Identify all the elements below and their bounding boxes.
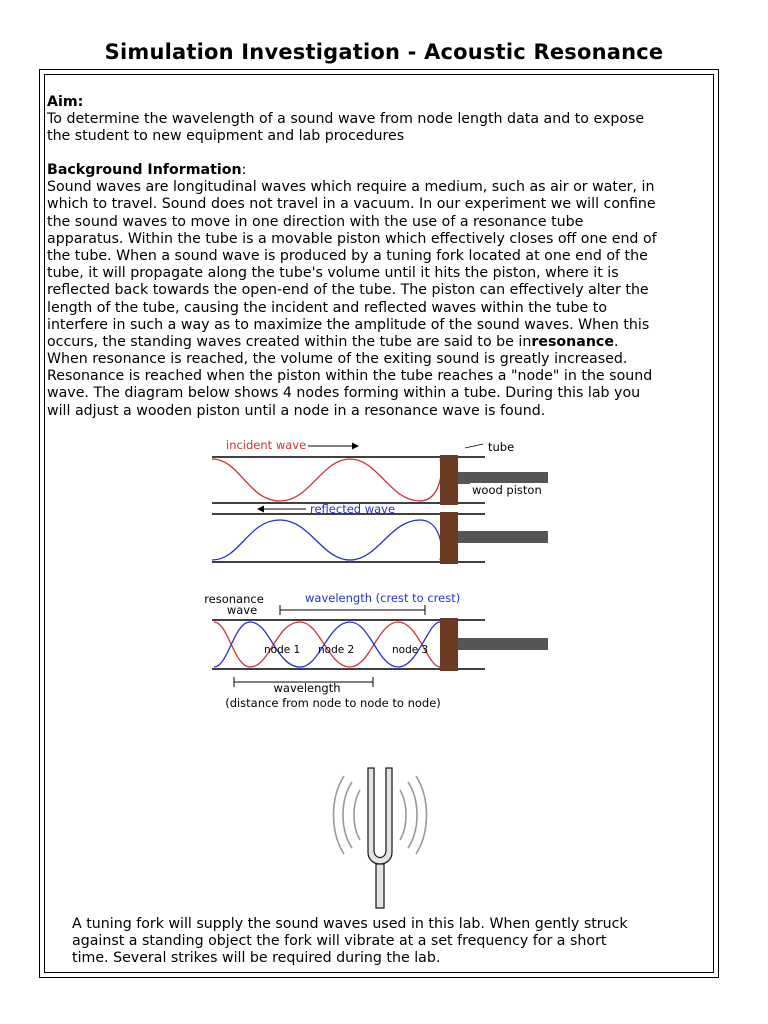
tube-label: tube [488,440,515,454]
incident-wave-panel [212,438,548,505]
reflected-wave-panel [212,502,548,564]
reflected-wave-label: reflected wave [310,502,396,516]
resonance-line-prefix: occurs, the standing waves created within the tube are said to be in [47,333,532,350]
tube-label-pointer [465,444,483,448]
aim-line: To determine the wavelength of a sound wave from node length data and to expose [47,111,645,128]
background-line: When resonance is reached, the volume of the exiting sound is greatly increased. [47,351,628,368]
background-line: the tube. When a sound wave is produced by a tuning fork located at one end of the [47,247,648,264]
wood-piston-label: wood piston [472,483,542,497]
background-line: which to travel. Sound does not travel in a vacuum. In our experiment we will confine [47,196,656,213]
node-2-label: node 2 [318,644,355,656]
background-line: Resonance is reached when the piston within the tube reaches a "node" in the sound [47,368,653,385]
node-3-label: node 3 [392,644,429,656]
background-heading-row [47,162,715,179]
wave-label: wave [226,603,258,617]
caption-line: against a standing object the fork will vibrate at a set frequency for a short [72,933,607,950]
tuning-fork-prongs [368,768,392,864]
reflected-arrow-head [257,506,264,513]
background-line: apparatus. Within the tube is a movable piston which effectively closes off one end of [47,230,657,247]
tuning-fork-caption [72,916,712,968]
resonance-term: resonance [531,333,614,350]
background-line: length of the tube, causing the incident and reflected waves within the tube to [47,299,608,316]
node-1-label: node 1 [264,644,301,656]
background-line: the sound waves to move in one direction with the use of a resonance tube [47,213,584,230]
wavelength-crest-label: wavelength (crest to crest) [305,591,461,605]
resonance-label: resonance [204,592,264,606]
vibration-lines-left [334,776,361,854]
caption-line: time. Several strikes will be required during the lab. [72,950,441,967]
resonance-wave-panel [204,591,548,710]
wood-piston [440,512,458,564]
background-line: interfere in such a way as to maximize the amplitude of the sound waves. When this [47,316,650,333]
wavelength-label: wavelength [273,681,341,695]
background-line: reflected back towards the open-end of the tube. The piston can effectively alter the [47,282,649,299]
piston-rod [458,531,548,543]
incident-arrow-head [352,443,359,450]
background-section [47,162,715,420]
background-line: Sound waves are longitudinal waves which require a medium, such as air or water, in [47,179,655,196]
wood-piston [440,618,458,671]
caption-line: A tuning fork will supply the sound waves used in this lab. When gently struck [72,916,628,932]
vibration-lines-right [400,776,427,854]
incident-wave [212,459,441,501]
background-line: tube, it will propagate along the tube's volume until it hits the piston, where it is [47,265,619,282]
node-distance-label: (distance from node to node to node) [225,696,441,710]
background-line: wave. The diagram below shows 4 nodes forming within a tube. During this lab you [47,385,641,402]
aim-line: the student to new equipment and lab procedures [47,128,405,145]
aim-section [47,94,715,146]
resonance-tube-diagram [200,430,560,720]
incident-wave-label: incident wave [226,438,307,452]
background-line: will adjust a wooden piston until a node in a resonance wave is found. [47,402,546,419]
background-heading-colon: : [241,162,247,178]
piston-rod [458,638,548,650]
wood-piston [440,455,458,505]
resonance-line-suffix: . [613,333,619,350]
tuning-fork-handle [376,864,384,908]
background-resonance-line [47,334,715,351]
aim-heading: Aim: [47,94,84,110]
tuning-fork-illustration [330,760,430,910]
page-title: Simulation Investigation - Acoustic Resonance [104,40,664,64]
background-heading: Background Information [47,162,242,178]
reflected-wave [212,520,441,560]
